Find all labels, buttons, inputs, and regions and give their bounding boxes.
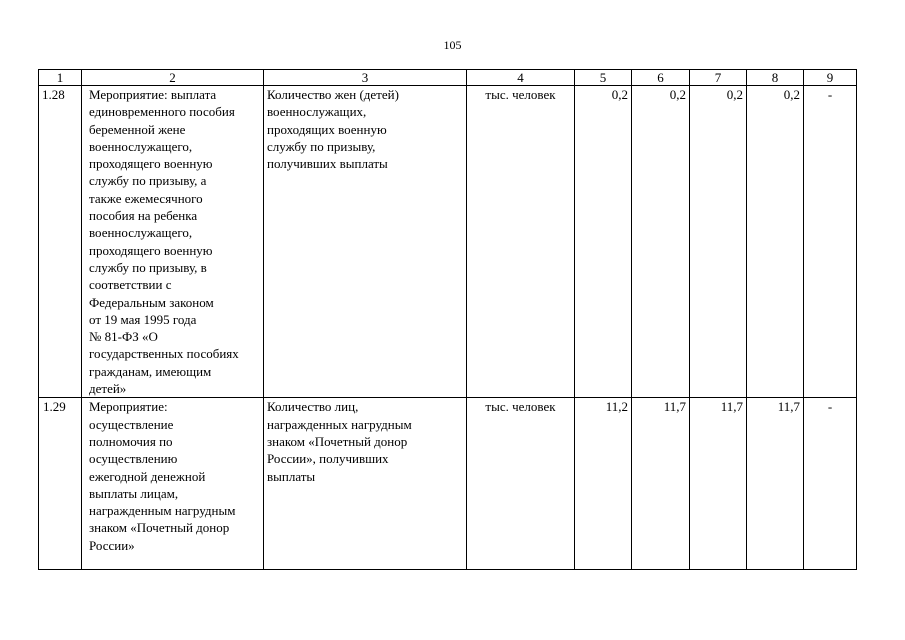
cell-line: полномочия по xyxy=(89,433,173,449)
cell-line: Количество жен (детей) xyxy=(267,87,399,102)
cell-line: единовременного пособия xyxy=(89,104,235,120)
column-header: 7 xyxy=(690,70,747,86)
cell-line: проходящего военную xyxy=(89,156,213,172)
cell-line: награжденным нагрудным xyxy=(89,503,236,519)
cell-line: России», получивших xyxy=(267,451,389,467)
cell-line: выплаты лицам, xyxy=(89,485,179,501)
cell-line: осуществление xyxy=(89,416,174,432)
cell-line: военнослужащего, xyxy=(89,225,193,241)
cell-line: военнослужащего, xyxy=(89,138,193,154)
measure-cell xyxy=(82,398,264,570)
measure-text xyxy=(85,86,260,397)
cell-line: знаком «Почетный донор xyxy=(267,433,408,449)
unit-cell: тыс. человек xyxy=(467,86,575,398)
value-cell-5: 11,2 xyxy=(575,398,632,570)
value-cell-7: 11,7 xyxy=(690,398,747,570)
column-header: 4 xyxy=(467,70,575,86)
cell-line: также ежемесячного xyxy=(89,190,203,206)
cell-line: гражданам, имеющим xyxy=(89,363,212,379)
cell-line: проходящего военную xyxy=(89,242,213,258)
page-number: 105 xyxy=(443,38,462,52)
value-cell-9: - xyxy=(804,86,857,398)
table-header-row xyxy=(39,70,857,86)
cell-line: военнослужащих, xyxy=(267,104,367,120)
indicator-text xyxy=(267,86,463,172)
cell-line: службу по призыву, в xyxy=(89,259,207,275)
unit-cell: тыс. человек xyxy=(467,398,575,570)
cell-line: проходящих военную xyxy=(267,121,387,137)
cell-line: беременной жене xyxy=(89,121,186,137)
row-number: 1.28 xyxy=(39,86,82,398)
cell-line: осуществлению xyxy=(89,451,178,467)
cell-line: службу по призыву, а xyxy=(89,173,207,189)
indicator-cell xyxy=(264,86,467,398)
value-cell-8: 11,7 xyxy=(747,398,804,570)
value-cell-7: 0,2 xyxy=(690,86,747,398)
cell-line: Федеральным законом xyxy=(89,294,214,310)
table-row xyxy=(39,86,857,398)
cell-line: детей» xyxy=(89,381,127,397)
value-cell-6: 11,7 xyxy=(632,398,690,570)
value-cell-5: 0,2 xyxy=(575,86,632,398)
cell-line: соответствии с xyxy=(89,277,172,293)
column-header: 3 xyxy=(264,70,467,86)
cell-line: знаком «Почетный донор xyxy=(89,520,230,536)
cell-line: службу по призыву, xyxy=(267,138,376,154)
cell-line: Количество лиц, xyxy=(267,399,359,415)
cell-line: государственных пособиях xyxy=(89,346,239,362)
column-header: 5 xyxy=(575,70,632,86)
column-header: 2 xyxy=(82,70,264,86)
row-number: 1.29 xyxy=(39,398,82,570)
column-header: 6 xyxy=(632,70,690,86)
cell-line: выплаты xyxy=(267,468,316,484)
data-table xyxy=(38,69,857,570)
cell-line: Мероприятие: xyxy=(89,399,168,415)
cell-line: от 19 мая 1995 года xyxy=(89,311,197,327)
cell-line: России» xyxy=(89,537,135,553)
indicator-text xyxy=(267,398,463,484)
cell-line: ежегодной денежной xyxy=(89,468,206,484)
cell-line: пособия на ребенка xyxy=(89,208,198,224)
column-header: 8 xyxy=(747,70,804,86)
cell-line: Мероприятие: выплата xyxy=(89,87,217,102)
column-header: 1 xyxy=(39,70,82,86)
measure-cell xyxy=(82,86,264,398)
cell-line: получивших выплаты xyxy=(267,156,388,172)
value-cell-8: 0,2 xyxy=(747,86,804,398)
value-cell-6: 0,2 xyxy=(632,86,690,398)
column-header: 9 xyxy=(804,70,857,86)
value-cell-9: - xyxy=(804,398,857,570)
cell-line: № 81-ФЗ «О xyxy=(89,329,158,345)
table-row xyxy=(39,398,857,570)
indicator-cell xyxy=(264,398,467,570)
cell-line: награжденных нагрудным xyxy=(267,416,412,432)
measure-text xyxy=(85,398,260,554)
